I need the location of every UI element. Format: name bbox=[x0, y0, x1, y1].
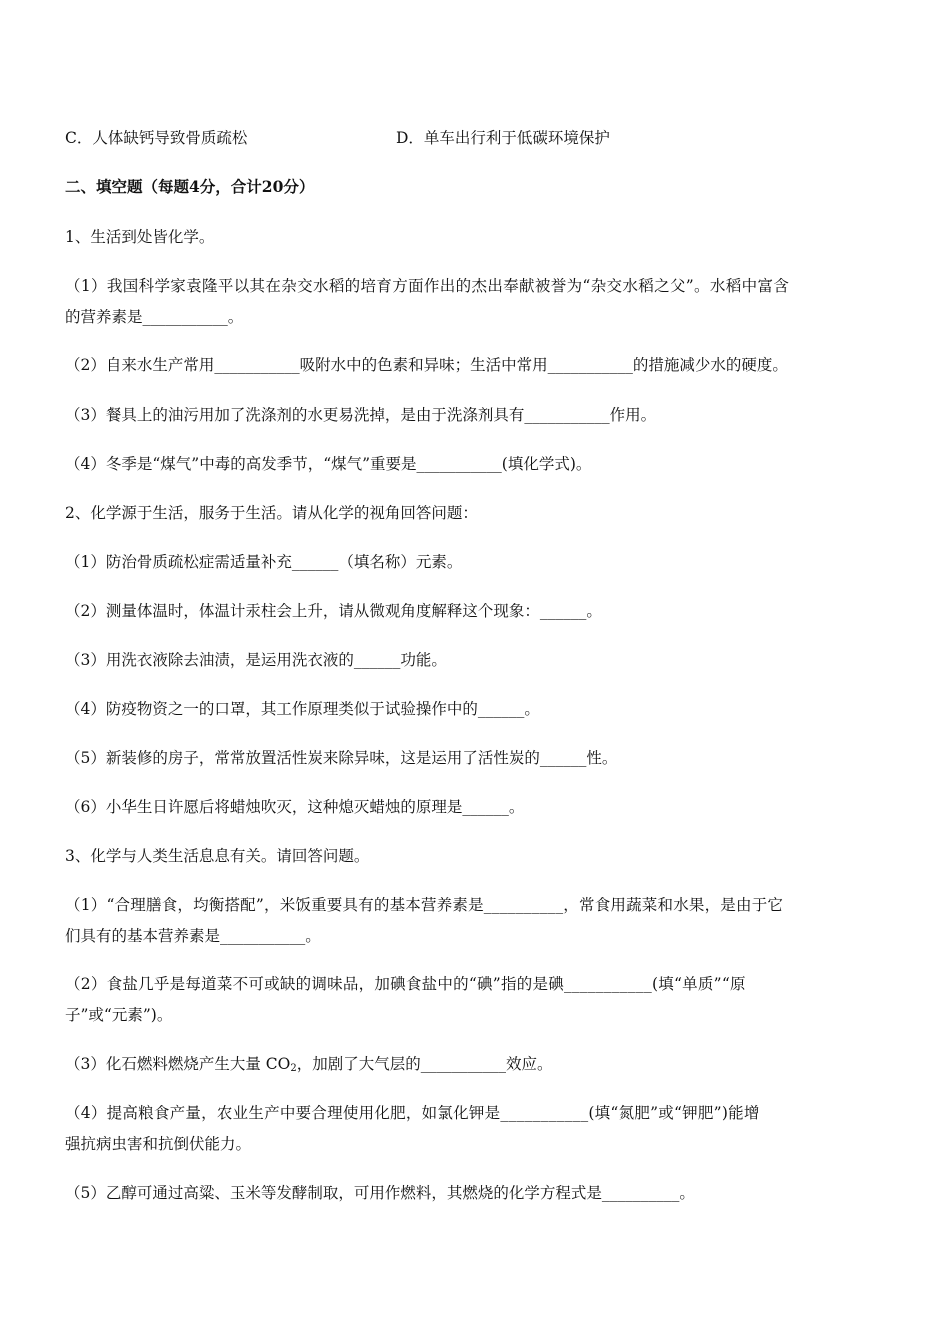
question-3-part-1-line-2: 们具有的基本营养素是___________。 bbox=[65, 927, 321, 945]
option-c: C．人体缺钙导致骨质疏松 bbox=[65, 129, 248, 147]
question-2-part-6: （6）小华生日许愿后将蜡烛吹灭，这种熄灭蜡烛的原理是______。 bbox=[65, 798, 525, 816]
section-heading: 二、填空题（每题4分，合计20分） bbox=[65, 177, 315, 196]
option-d: D．单车出行利于低碳环境保护 bbox=[396, 129, 610, 147]
question-2-part-3: （3）用洗衣液除去油渍，是运用洗衣液的______功能。 bbox=[65, 651, 447, 669]
question-1-stem: 1、生活到处皆化学。 bbox=[65, 228, 215, 246]
question-1-part-1-line-1: （1）我国科学家袁隆平以其在杂交水稻的培育方面作出的杰出奉献被誉为“杂交水稻之父”。水稻中富含 bbox=[65, 277, 790, 295]
question-3-part-1-line-1: （1）“合理膳食，均衡搭配”，米饭重要具有的基本营养素是__________，常食用蔬菜和水果，是由于它 bbox=[65, 896, 784, 914]
question-3-part-2-line-2: 子”或“元素”)。 bbox=[65, 1006, 173, 1024]
question-1-part-1-line-2: 的营养素是___________。 bbox=[65, 308, 244, 326]
question-3-part-3 bbox=[65, 1054, 553, 1079]
question-1-part-4: （4）冬季是“煤气”中毒的高发季节，“煤气”重要是___________(填化学式)。 bbox=[65, 455, 592, 473]
co2-subscript: 2 bbox=[290, 1063, 297, 1074]
question-3-part-3-post: ，加剧了大气层的___________效应。 bbox=[296, 1055, 553, 1073]
question-1-part-3: （3）餐具上的油污用加了洗涤剂的水更易洗掉，是由于洗涤剂具有___________作用。 bbox=[65, 406, 657, 424]
question-2-stem: 2、化学源于生活，服务于生活。请从化学的视角回答问题： bbox=[65, 504, 478, 522]
question-3-part-2-line-1: （2）食盐几乎是每道菜不可或缺的调味品，加碘食盐中的“碘”指的是碘___________(填“单质”“原 bbox=[65, 975, 746, 993]
question-3-part-3-pre: （3）化石燃料燃烧产生大量 CO bbox=[65, 1055, 291, 1073]
question-2-part-1: （1）防治骨质疏松症需适量补充______（填名称）元素。 bbox=[65, 553, 463, 571]
question-3-stem: 3、化学与人类生活息息有关。请回答问题。 bbox=[65, 847, 370, 865]
question-2-part-4: （4）防疫物资之一的口罩，其工作原理类似于试验操作中的______。 bbox=[65, 700, 540, 718]
question-3-part-4-line-1: （4）提高粮食产量，农业生产中要合理使用化肥，如氯化钾是___________(填“氮肥”或“钾肥”)能增 bbox=[65, 1104, 760, 1122]
question-3-part-5: （5）乙醇可通过高粱、玉米等发酵制取，可用作燃料，其燃烧的化学方程式是__________。 bbox=[65, 1184, 695, 1202]
question-1-part-2: （2）自来水生产常用___________吸附水中的色素和异味；生活中常用___________的措施减少水的硬度。 bbox=[65, 356, 788, 374]
question-3-part-4-line-2: 强抗病虫害和抗倒伏能力。 bbox=[65, 1135, 252, 1153]
question-2-part-5: （5）新装修的房子，常常放置活性炭来除异味，这是运用了活性炭的______性。 bbox=[65, 749, 618, 767]
question-2-part-2: （2）测量体温时，体温计汞柱会上升，请从微观角度解释这个现象：______。 bbox=[65, 602, 602, 620]
